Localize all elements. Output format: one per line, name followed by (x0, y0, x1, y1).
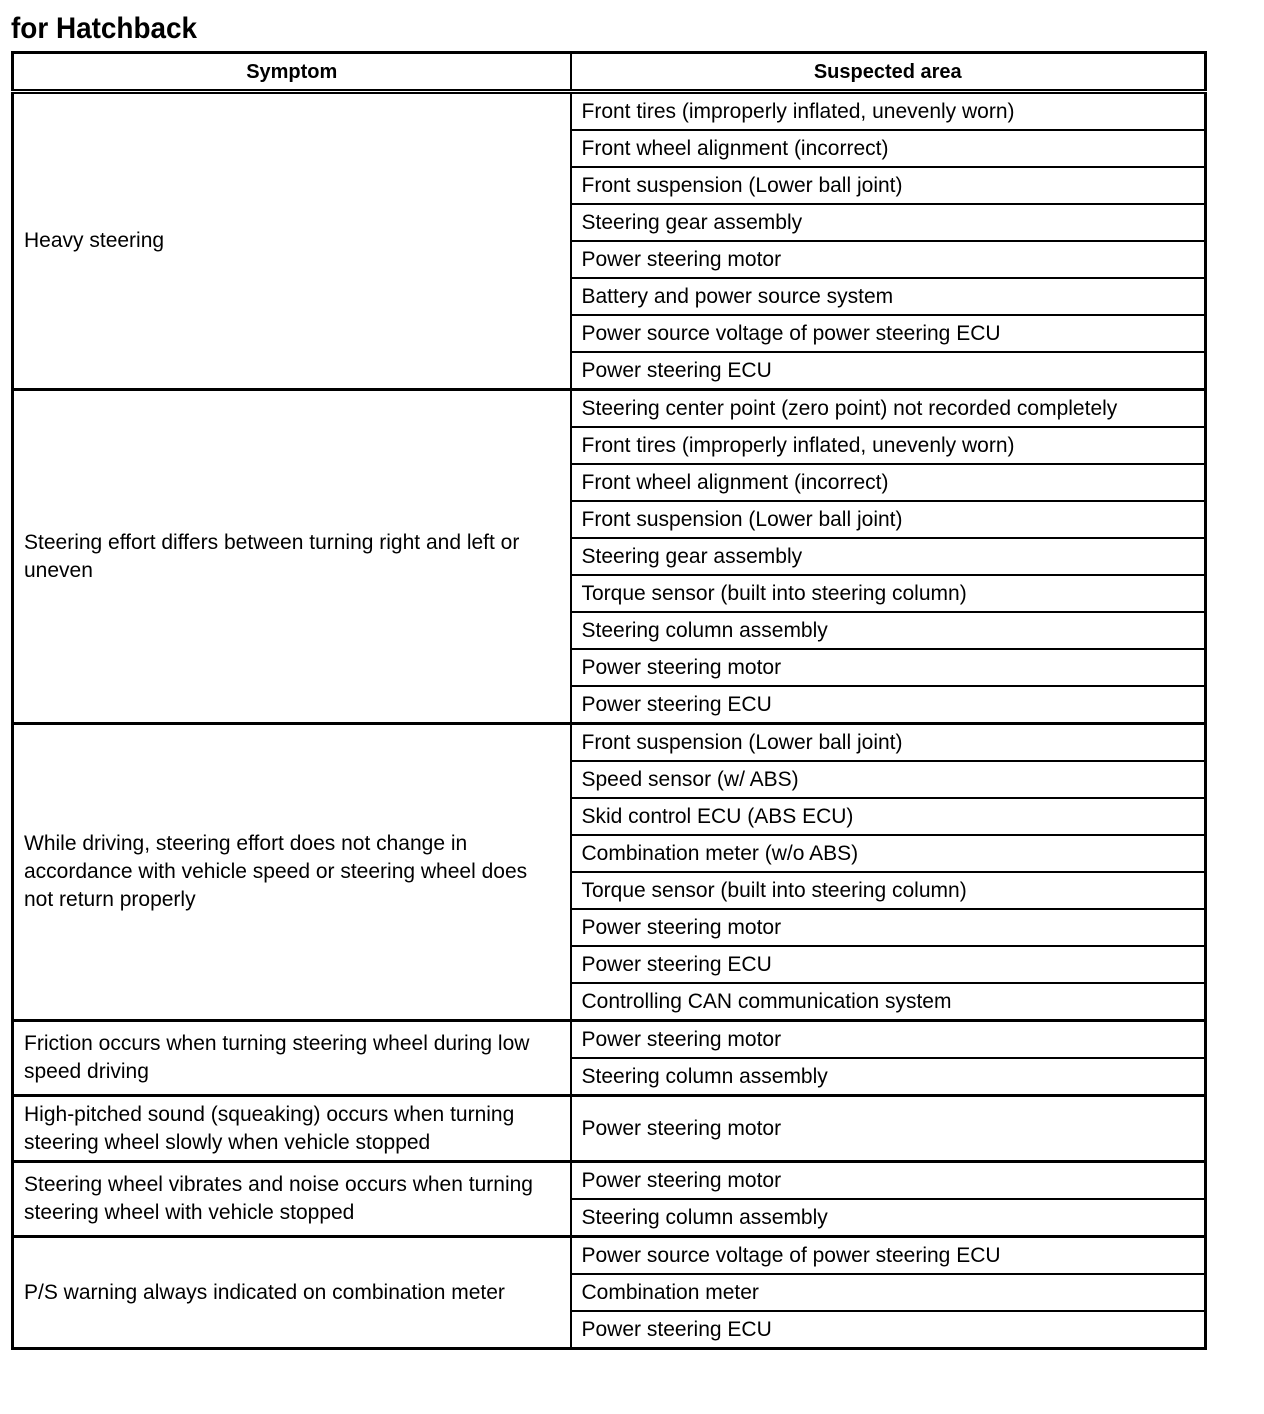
suspected-area-cell: Battery and power source system (571, 278, 1206, 315)
suspected-area-cell: Power steering motor (571, 1096, 1206, 1162)
suspected-area-cell: Front suspension (Lower ball joint) (571, 167, 1206, 204)
suspected-area-cell: Steering column assembly (571, 1058, 1206, 1096)
suspected-area-cell: Speed sensor (w/ ABS) (571, 761, 1206, 798)
suspected-area-cell: Steering center point (zero point) not recorded completely (571, 390, 1206, 428)
suspected-area-cell: Power steering motor (571, 909, 1206, 946)
suspected-area-cell: Front wheel alignment (incorrect) (571, 130, 1206, 167)
suspected-area-cell: Steering gear assembly (571, 538, 1206, 575)
table-body (13, 92, 1206, 1349)
table-row (13, 390, 1206, 428)
suspected-area-cell: Power steering motor (571, 1162, 1206, 1200)
table-row (13, 1162, 1206, 1200)
suspected-area-cell: Power source voltage of power steering ECU (571, 1237, 1206, 1275)
suspected-area-cell: Power steering ECU (571, 946, 1206, 983)
symptom-cell: High-pitched sound (squeaking) occurs when turning steering wheel slowly when vehicle stopped (13, 1096, 571, 1162)
table-row (13, 1021, 1206, 1059)
suspected-area-cell: Controlling CAN communication system (571, 983, 1206, 1021)
suspected-area-cell: Power steering motor (571, 649, 1206, 686)
suspected-area-cell: Front suspension (Lower ball joint) (571, 724, 1206, 762)
suspected-area-cell: Power source voltage of power steering ECU (571, 315, 1206, 352)
suspected-area-cell: Power steering ECU (571, 1311, 1206, 1349)
suspected-area-cell: Torque sensor (built into steering column) (571, 872, 1206, 909)
table-header-row (13, 53, 1206, 92)
suspected-area-cell: Front wheel alignment (incorrect) (571, 464, 1206, 501)
table-row (13, 1096, 1206, 1162)
suspected-area-cell: Combination meter (w/o ABS) (571, 835, 1206, 872)
suspected-area-cell: Power steering ECU (571, 686, 1206, 724)
table-row (13, 92, 1206, 131)
suspected-area-cell: Power steering motor (571, 1021, 1206, 1059)
symptom-cell: While driving, steering effort does not change in accordance with vehicle speed or steering wheel does not return properly (13, 724, 571, 1021)
troubleshooting-table (11, 51, 1207, 1350)
column-header-suspected-area: Suspected area (571, 53, 1206, 92)
symptom-cell: Steering effort differs between turning right and left or uneven (13, 390, 571, 724)
suspected-area-cell: Front tires (improperly inflated, unevenly worn) (571, 92, 1206, 131)
suspected-area-cell: Combination meter (571, 1274, 1206, 1311)
table-row (13, 1237, 1206, 1275)
symptom-cell: P/S warning always indicated on combination meter (13, 1237, 571, 1349)
suspected-area-cell: Skid control ECU (ABS ECU) (571, 798, 1206, 835)
page-title: for Hatchback (11, 12, 198, 45)
suspected-area-cell: Steering column assembly (571, 1199, 1206, 1237)
suspected-area-cell: Front tires (improperly inflated, unevenly worn) (571, 427, 1206, 464)
suspected-area-cell: Steering gear assembly (571, 204, 1206, 241)
suspected-area-cell: Power steering ECU (571, 352, 1206, 390)
suspected-area-cell: Front suspension (Lower ball joint) (571, 501, 1206, 538)
column-header-symptom: Symptom (13, 53, 571, 92)
symptom-cell: Steering wheel vibrates and noise occurs when turning steering wheel with vehicle stopped (13, 1162, 571, 1237)
suspected-area-cell: Steering column assembly (571, 612, 1206, 649)
table-row (13, 724, 1206, 762)
suspected-area-cell: Torque sensor (built into steering column) (571, 575, 1206, 612)
symptom-cell: Friction occurs when turning steering wheel during low speed driving (13, 1021, 571, 1096)
suspected-area-cell: Power steering motor (571, 241, 1206, 278)
symptom-cell: Heavy steering (13, 92, 571, 390)
